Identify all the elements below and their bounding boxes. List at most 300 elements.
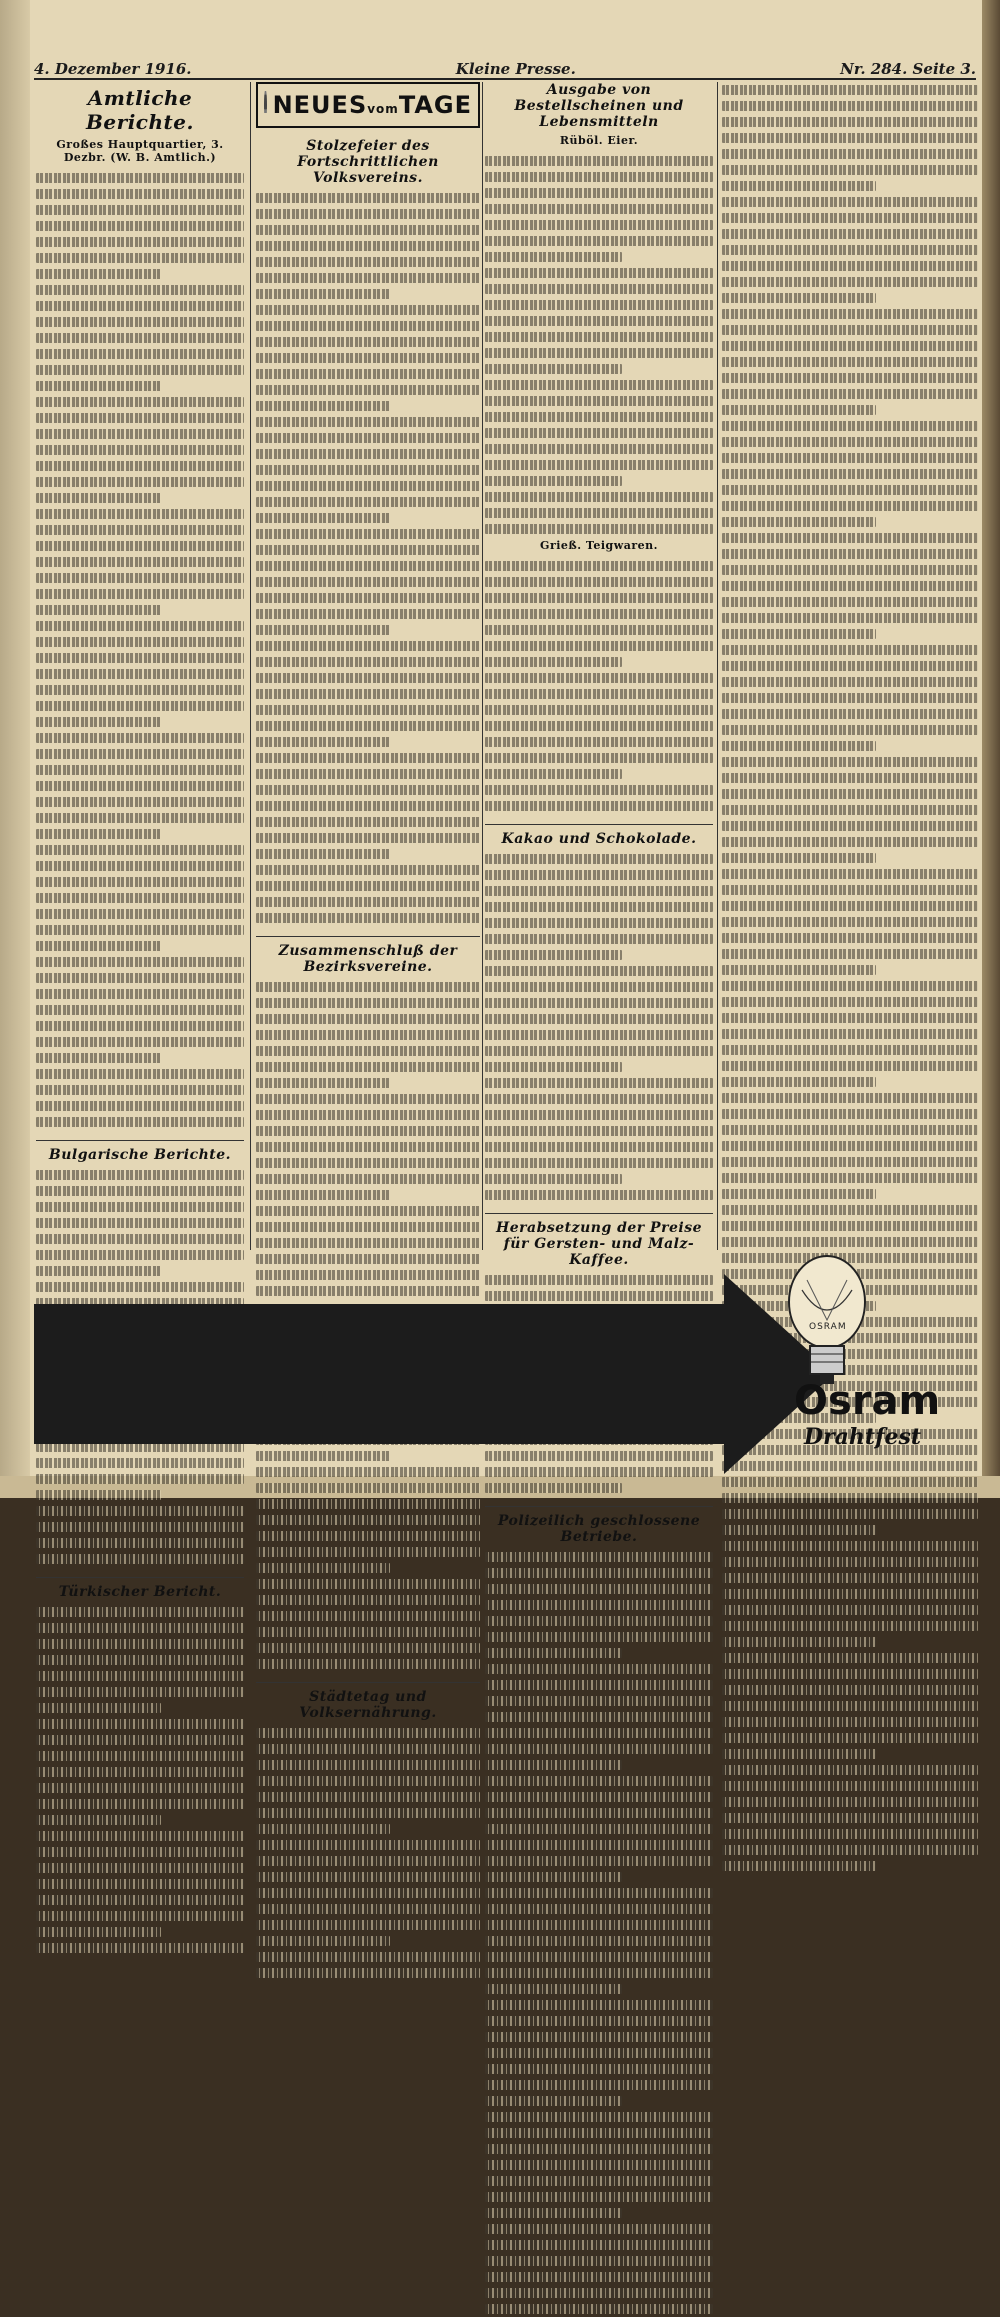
text-line [36,1623,244,1633]
text-line [722,1861,876,1871]
text-line [36,861,244,871]
text-line [722,1141,978,1151]
text-line [485,204,713,214]
text-line [256,785,480,795]
text-line [485,902,713,912]
text-line [256,1888,480,1898]
text-line [722,1189,876,1199]
text-line [485,1824,713,1834]
masthead-word-end: TAGE [398,91,472,119]
text-line [722,629,876,639]
text-line [485,2128,713,2138]
text-line [256,865,480,875]
text-line [485,476,622,486]
text-line [722,885,978,895]
text-line [485,1952,713,1962]
text-line [256,593,480,603]
column-news [256,82,480,1981]
text-line [256,641,480,651]
column-local-notices [722,82,978,1874]
article-headline: Polizeilich geschlossene Betriebe. [485,1506,713,1545]
text-line [256,1968,480,1978]
text-line [485,1584,713,1594]
text-line [485,1808,713,1818]
text-line [485,1792,713,1802]
text-line [485,2032,713,2042]
text-line [36,381,161,391]
text-line [722,261,978,271]
text-line [722,389,978,399]
text-line [256,1499,480,1509]
text-line [256,1579,480,1589]
text-line [256,465,480,475]
text-line [485,1174,622,1184]
text-line [722,1765,978,1775]
text-line [256,1014,480,1024]
page-edge [982,0,1000,1498]
text-line [256,401,390,411]
text-line [256,769,480,779]
text-line [722,549,978,559]
adjacent-page-strip [0,0,30,1498]
text-line [36,685,244,695]
eagle-emblem-icon [264,90,267,120]
text-line [36,1943,244,1953]
text-line [722,373,978,383]
text-line [485,2304,713,2314]
text-line [722,901,978,911]
article-body [256,979,480,1299]
text-line [485,1552,713,1562]
text-line [256,913,480,923]
text-line [722,405,876,415]
text-line [485,236,713,246]
text-line [485,460,713,470]
text-line [722,1541,978,1551]
text-line [485,870,713,880]
text-line [485,2272,713,2282]
text-line [256,1824,390,1834]
text-line [485,396,713,406]
text-line [722,1221,978,1231]
text-line [256,337,480,347]
article-body [256,1725,480,1981]
text-line [722,1573,978,1583]
text-line [36,1687,244,1697]
text-line [36,1927,161,1937]
osram-logo: Osram [794,1378,941,1424]
issue-date: 4. Dezember 1916. [34,60,192,78]
text-line [485,918,713,928]
text-line [485,284,713,294]
text-line [485,934,713,944]
text-line [36,1815,161,1825]
text-line [722,453,978,463]
text-line [485,1062,622,1072]
text-line [485,1632,713,1642]
text-line [722,1637,876,1647]
text-line [256,1110,480,1120]
text-line [485,641,713,651]
text-line [36,285,244,295]
text-line [256,881,480,891]
text-line [256,897,480,907]
text-line [722,1205,978,1215]
text-line [722,965,876,975]
text-line [256,385,480,395]
text-line [256,1840,480,1850]
text-line [722,1013,978,1023]
text-line [485,1142,713,1152]
text-line [485,1904,713,1914]
text-line [256,998,480,1008]
text-line [722,1605,978,1615]
text-line [256,1030,480,1040]
text-line [256,1531,480,1541]
text-line [36,1719,244,1729]
text-line [722,1557,978,1567]
text-line [485,220,713,230]
text-line [485,2144,713,2154]
text-line [485,2048,713,2058]
text-line [485,737,713,747]
text-line [722,1829,978,1839]
text-line [485,508,713,518]
text-line [485,721,713,731]
text-line [36,1085,244,1095]
text-line [36,749,244,759]
text-line [485,364,622,374]
text-line [485,1696,713,1706]
masthead-small-word: vom [367,102,399,116]
text-line [256,449,480,459]
text-line [485,1110,713,1120]
text-line [256,1627,480,1637]
text-line [256,369,480,379]
text-line [256,753,480,763]
text-line [722,533,978,543]
text-line [485,950,622,960]
text-line [36,493,161,503]
text-line [36,765,244,775]
text-line [256,1920,480,1930]
text-line [256,561,480,571]
text-line [36,1831,244,1841]
text-line [36,829,161,839]
text-line [36,413,244,423]
text-line [485,1872,622,1882]
text-line [36,669,244,679]
article-body [485,1549,713,2317]
text-line [722,757,978,767]
text-line [485,1158,713,1168]
text-line [485,1126,713,1136]
text-line [485,1014,713,1024]
text-line [36,653,244,663]
text-line [485,316,713,326]
text-line [36,1506,244,1516]
text-line [485,705,713,715]
text-line [256,1158,480,1168]
text-line [722,1781,978,1791]
text-line [485,1030,713,1040]
text-line [722,1813,978,1823]
text-line [722,213,978,223]
section-masthead [256,82,480,128]
text-line [485,1968,713,1978]
column-rule [482,82,483,1250]
section-title: Türkischer Bericht. [36,1577,244,1600]
text-line [256,1062,480,1072]
section-title: Amtliche Berichte. [86,86,194,134]
text-line [722,1669,978,1679]
text-line [36,1053,161,1063]
text-line [36,1735,244,1745]
text-line [485,2112,713,2122]
column-food-supply [485,82,713,2317]
text-line [722,1733,978,1743]
article-subheadline: Rüböl. Eier. [559,134,639,147]
text-line [722,997,978,1007]
text-line [722,837,978,847]
text-line [722,1717,978,1727]
text-line [485,1856,713,1866]
text-line [722,245,978,255]
issue-page-number: Nr. 284. Seite 3. [840,60,976,78]
text-line [722,1621,978,1631]
text-line [36,1895,244,1905]
text-line [256,982,480,992]
text-line [722,1093,978,1103]
text-line [256,289,390,299]
text-line [36,925,244,935]
text-line [485,2224,713,2234]
text-line [722,773,978,783]
text-line [36,1783,244,1793]
text-line [256,625,390,635]
text-line [485,156,713,166]
masthead-word: NEUES [272,91,368,119]
text-line [256,1046,480,1056]
text-line [256,1142,480,1152]
text-line [36,1522,244,1532]
text-line [485,854,713,864]
text-line [485,1078,713,1088]
article-headline: Zusammenschluß der Bezirksvereine. [256,936,480,975]
bulb-brand-label: OSRAM [809,1322,847,1332]
text-line [256,1547,480,1557]
text-line [485,769,622,779]
text-line [256,497,480,507]
text-line [36,1607,244,1617]
text-line [36,797,244,807]
text-line [722,1045,978,1055]
text-line [256,1904,480,1914]
text-line [256,1206,480,1216]
text-line [36,909,244,919]
text-line [485,1920,713,1930]
text-line [485,577,713,587]
text-line [485,1840,713,1850]
text-line [256,1760,480,1770]
text-line [722,1157,978,1167]
text-line [485,1936,713,1946]
text-line [36,509,244,519]
text-line [256,321,480,331]
text-line [256,801,480,811]
text-line [256,1808,480,1818]
text-line [722,565,978,575]
text-line [256,1872,480,1882]
column-rule [717,82,718,1250]
text-line [36,1005,244,1015]
text-line [256,545,480,555]
text-line [256,1238,480,1248]
text-line [485,1600,713,1610]
text-line [36,621,244,631]
text-line [722,741,876,751]
text-line [722,149,978,159]
text-line [722,1525,876,1535]
text-line [485,609,713,619]
text-line [36,957,244,967]
text-line [256,1515,480,1525]
text-line [722,325,978,335]
text-line [485,300,713,310]
text-line [485,753,713,763]
text-line [256,1126,480,1136]
text-line [722,613,978,623]
text-line [36,893,244,903]
text-line [36,701,244,711]
text-line [36,269,161,279]
text-line [36,573,244,583]
text-line [256,417,480,427]
text-line [485,1984,622,1994]
text-line [256,1078,390,1088]
text-line [256,833,480,843]
text-line [722,197,978,207]
text-line [722,725,978,735]
text-line [36,989,244,999]
text-line [485,2160,713,2170]
text-line [722,469,978,479]
text-line [722,437,978,447]
text-line [722,1493,978,1503]
text-line [485,252,622,262]
text-line [485,412,713,422]
text-line [36,589,244,599]
text-line [485,2240,713,2250]
text-line [36,221,244,231]
text-line [256,257,480,267]
newspaper-name: Kleine Presse. [455,60,576,78]
text-line [36,1911,244,1921]
osram-advertisement [34,1254,978,1476]
text-line [36,813,244,823]
text-line [722,981,978,991]
text-line [485,689,713,699]
article-body [485,153,713,537]
text-line [485,1483,622,1493]
text-line [485,1776,713,1786]
text-line [256,193,480,203]
text-line [485,657,622,667]
article-body [256,190,480,926]
text-line [36,205,244,215]
text-line [256,433,480,443]
text-line [256,577,480,587]
light-bulb-icon [782,1250,872,1390]
text-line [485,1648,622,1658]
text-line [256,1728,480,1738]
text-line [36,717,161,727]
text-line [36,173,244,183]
text-line [256,481,480,491]
text-line [485,2096,622,2106]
text-line [722,1589,978,1599]
text-line [485,886,713,896]
text-line [722,933,978,943]
section-title: Bulgarische Berichte. [36,1140,244,1163]
text-line [36,1170,244,1180]
text-line [722,581,978,591]
text-line [722,485,978,495]
text-line [256,353,480,363]
text-line [722,101,978,111]
text-line [36,477,244,487]
text-line [722,1077,876,1087]
text-line [36,1655,244,1665]
text-line [722,133,978,143]
text-line [36,1538,244,1548]
text-line [722,709,978,719]
text-line [485,188,713,198]
column-official-reports [36,82,244,1956]
text-line [485,380,713,390]
text-line [485,1568,713,1578]
text-line [722,341,978,351]
text-line [256,1792,480,1802]
text-line [722,949,978,959]
text-line [256,1222,480,1232]
text-line [722,1061,978,1071]
text-line [485,2064,713,2074]
text-line [722,1797,978,1807]
text-line [36,445,244,455]
text-line [485,1760,622,1770]
column-rule [250,82,251,1250]
text-line [256,1190,390,1200]
text-line [256,737,390,747]
text-line [485,2192,713,2202]
text-line [36,1799,244,1809]
text-line [722,1653,978,1663]
text-line [36,541,244,551]
text-line [256,673,480,683]
text-line [485,785,713,795]
text-line [485,2208,622,2218]
text-line [722,1749,876,1759]
text-line [485,561,713,571]
text-line [485,1744,713,1754]
text-line [485,492,713,502]
text-line [256,1174,480,1184]
text-line [256,1936,390,1946]
text-line [485,1664,713,1674]
text-line [722,85,978,95]
text-line [256,705,480,715]
